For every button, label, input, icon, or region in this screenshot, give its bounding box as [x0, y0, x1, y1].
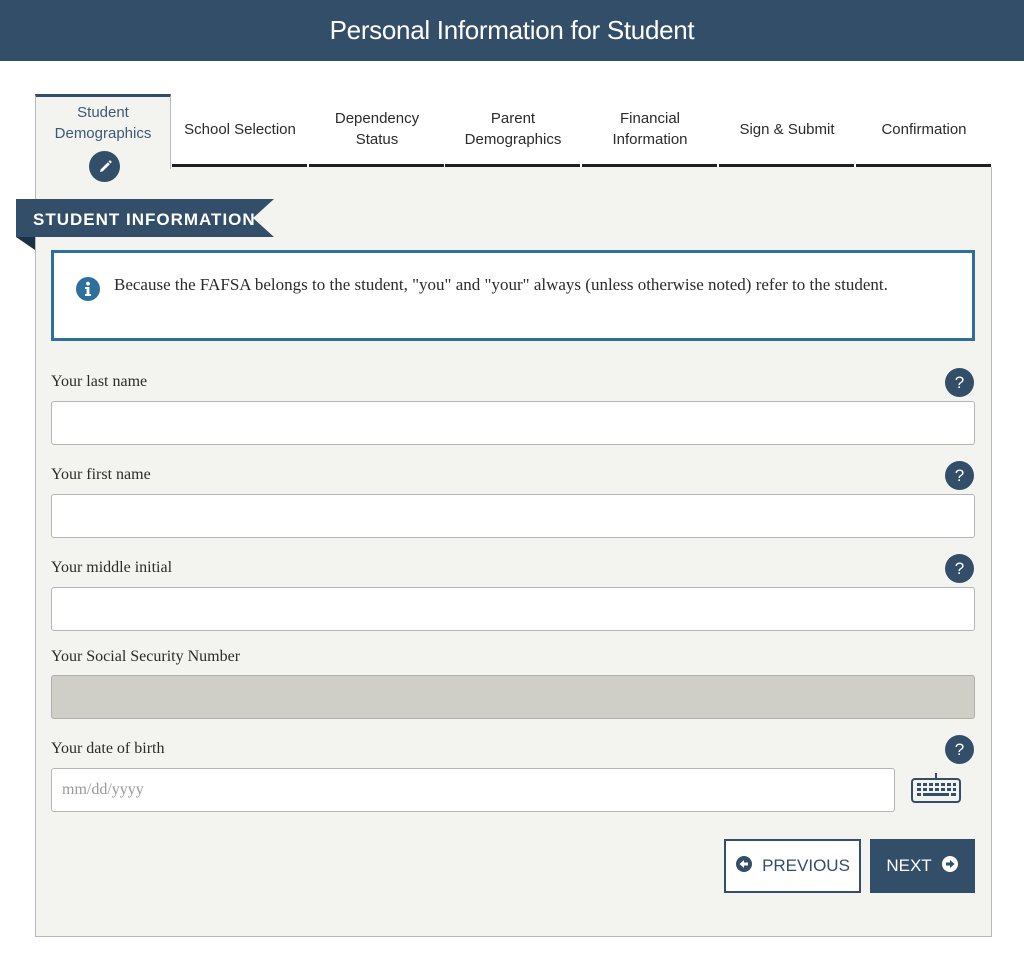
help-icon[interactable]: ? [945, 735, 974, 764]
help-icon[interactable]: ? [945, 368, 974, 397]
tab-confirmation[interactable] [856, 94, 992, 167]
dob-label: Your date of birth [51, 740, 165, 757]
first-name-input[interactable] [51, 494, 975, 538]
tab-sign-submit[interactable] [719, 94, 855, 167]
tab-label: Dependency Status [334, 110, 420, 148]
arrow-right-circle-icon [941, 855, 959, 878]
middle-initial-input[interactable] [51, 587, 975, 631]
section-title: STUDENT INFORMATION [33, 210, 256, 229]
tab-label: School Selection [184, 120, 296, 138]
previous-label: PREVIOUS [762, 856, 850, 875]
tab-student-demographics[interactable] [35, 94, 171, 169]
ssn-label: Your Social Security Number [51, 648, 241, 665]
middle-initial-label: Your middle initial [51, 559, 173, 576]
previous-button[interactable] [724, 839, 861, 893]
help-icon[interactable]: ? [945, 554, 974, 583]
page-title: Personal Information for Student [329, 15, 695, 45]
first-name-label: Your first name [51, 466, 151, 483]
pencil-icon [89, 151, 120, 182]
ssn-input [51, 675, 975, 719]
tab-label: Financial Information [612, 110, 688, 148]
help-icon[interactable]: ? [945, 461, 974, 490]
tab-label: Parent Demographics [464, 110, 562, 148]
dob-input[interactable] [51, 768, 895, 812]
arrow-left-circle-icon [735, 855, 753, 878]
info-notice [51, 250, 975, 341]
tab-parent-demographics[interactable] [445, 94, 581, 167]
info-icon [76, 277, 100, 301]
notice-text: Because the FAFSA belongs to the student, "you" and "your" always (unless otherwise noted) refer to the student. [114, 275, 888, 294]
page-header [0, 0, 1024, 61]
tab-dependency-status[interactable] [309, 94, 445, 167]
tab-label: Sign & Submit [739, 120, 835, 138]
next-button[interactable] [870, 839, 975, 893]
last-name-input[interactable] [51, 401, 975, 445]
tab-label: Confirmation [881, 120, 967, 138]
keyboard-icon[interactable] [910, 772, 962, 804]
tab-financial-information[interactable] [582, 94, 718, 167]
progress-tabs [35, 94, 992, 167]
tab-label: Student Demographics [54, 104, 152, 142]
last-name-label: Your last name [51, 373, 148, 390]
tab-school-selection[interactable] [172, 94, 308, 167]
section-banner [16, 199, 276, 250]
next-label: NEXT [886, 856, 932, 875]
